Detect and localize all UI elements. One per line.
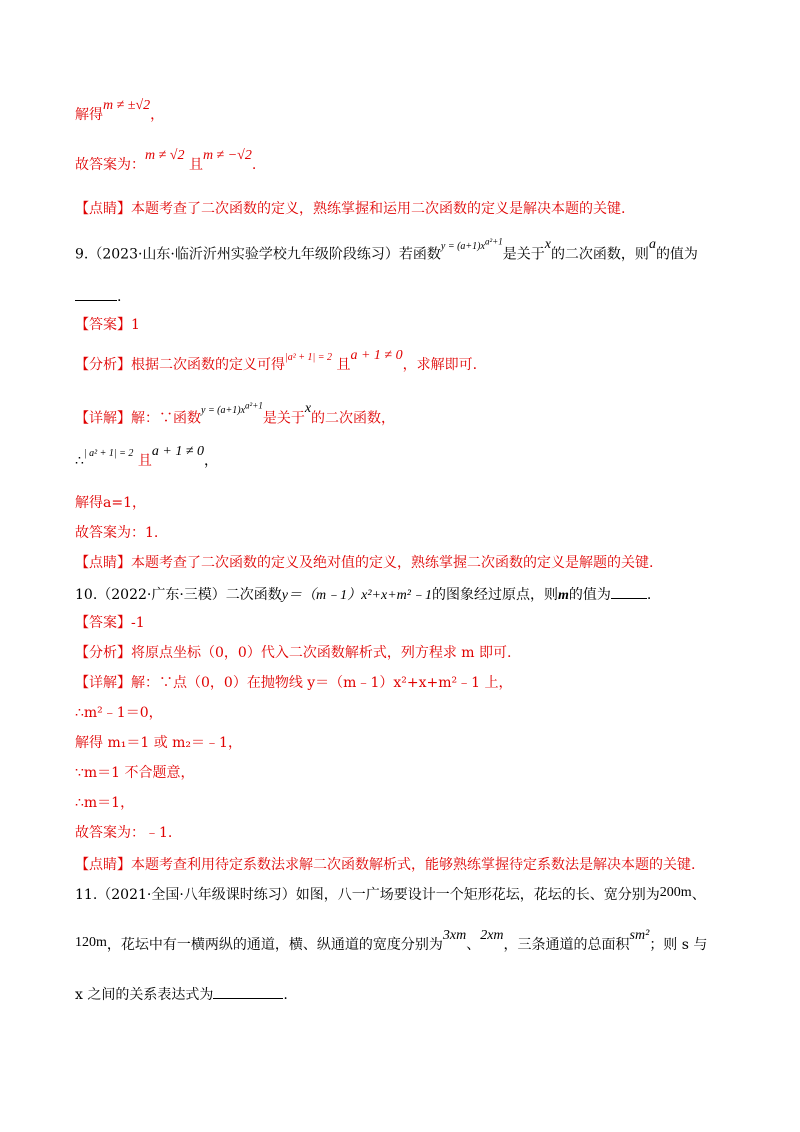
text-segment: ， [204, 453, 219, 469]
text-segment: 的值为 [568, 587, 611, 603]
math-expression: 120m [75, 935, 107, 950]
question-9-blank-line [75, 286, 121, 306]
answer-blank[interactable] [611, 584, 647, 599]
math-variable: a [648, 237, 656, 253]
analysis-10: 【分析】将原点坐标（0，0）代入二次函数解析式，列方程求 m 即可. [75, 645, 512, 661]
math-expression: 2xm [480, 928, 504, 943]
solution-10-step-3: ∵m＝1 不合题意， [75, 765, 195, 781]
solution-9-step-1 [75, 444, 219, 472]
solution-10-step-4: ∴m＝1， [75, 795, 135, 811]
text-segment: 且 [137, 453, 152, 469]
answer-9: 【答案】1 [75, 317, 140, 333]
text-segment: ，三条通道的总面积 [503, 937, 630, 953]
math-expression: y = (a+1)xa²+1 [440, 237, 503, 253]
comment-10: 【点睛】本题考查利用待定系数法求解二次函数解析式，能够熟练掌握待定系数法是解决本题的关键. [75, 857, 696, 873]
text-segment: . [646, 587, 652, 603]
math-expression: m ≠ ±√2 [103, 98, 151, 113]
math-expression: m ≠ √2 [145, 148, 185, 163]
analysis-9 [75, 348, 478, 376]
math-variable: m [557, 588, 569, 603]
text-segment: 且 [188, 157, 203, 173]
solution-line-1 [75, 98, 165, 125]
math-expression: 200m [659, 885, 692, 900]
math-expression: y = (a+1)xa²+1 [201, 401, 263, 417]
text-segment: 的二次函数， [311, 410, 396, 427]
solution-9-step-3: 故答案为：1. [75, 525, 159, 541]
text-segment: 的二次函数，则 [550, 246, 649, 263]
text-segment: ， [150, 107, 165, 123]
math-expression: a + 1 ≠ 0 [151, 444, 205, 459]
text-segment: 故答案为： [75, 157, 145, 173]
comment-9: 【点睛】本题考查了二次函数的定义及绝对值的定义，熟练掌握二次函数的定义是解题的关键. [75, 555, 654, 571]
solution-10-step-2: 解得 m₁＝1 或 m₂＝﹣1， [75, 735, 242, 751]
math-expression: |a² + 1| = 2 [285, 352, 332, 363]
text-segment: . [117, 289, 122, 305]
text-segment: 10.（2022·广东·三模）二次函数 [75, 587, 282, 603]
text-segment: 【分析】根据二次函数的定义可得 [75, 357, 285, 373]
math-variable: x [304, 401, 312, 417]
math-expression: m ≠ −√2 [202, 148, 252, 163]
text-segment: ，求解即可. [402, 357, 478, 373]
question-10 [75, 584, 651, 605]
answer-line [75, 148, 257, 175]
text-segment: 的图象经过原点，则 [431, 587, 558, 603]
solution-10-step-5: 故答案为：﹣1. [75, 825, 173, 841]
math-expression: | a² + 1| = 2 [83, 448, 134, 459]
text-segment: ∴ [75, 453, 84, 469]
math-expression: a + 1 ≠ 0 [350, 348, 403, 363]
answer-10: 【答案】-1 [75, 615, 145, 631]
math-variable: x [544, 237, 551, 253]
text-segment: 9.（2023·山东·临沂沂州实验学校九年级阶段练习）若函数 [75, 246, 441, 263]
text-segment: ；则 s 与 [649, 937, 708, 953]
text-segment: x 之间的关系表达式为 [75, 987, 214, 1003]
question-11 [75, 886, 706, 905]
question-11-line-2 [75, 928, 708, 955]
text-segment: 的值为 [655, 246, 698, 263]
answer-blank[interactable] [75, 286, 117, 301]
text-segment: 、 [691, 887, 706, 903]
text-segment: ，花坛中有一横两纵的通道，横、纵通道的宽度分别为 [106, 937, 443, 953]
text-segment: 、 [466, 937, 481, 953]
text-segment: 解得 [75, 107, 103, 123]
text-segment: 且 [336, 357, 351, 373]
text-segment: . [251, 157, 257, 173]
question-11-line-3 [75, 984, 288, 1004]
text-segment: 是关于 [262, 410, 305, 427]
question-9 [75, 237, 698, 265]
solution-10-step-1: ∴m²﹣1＝0， [75, 705, 163, 721]
text-segment: 【详解】解：∵函数 [75, 410, 201, 427]
comment-line: 【点睛】本题考查了二次函数的定义，熟练掌握和运用二次函数的定义是解决本题的关键. [75, 201, 626, 217]
math-expression: 3xm [442, 928, 467, 943]
solution-9-step-2: 解得a=1， [75, 495, 146, 511]
math-expression: y＝（m﹣1）x²+x+m²﹣1 [281, 588, 432, 603]
text-segment: 是关于 [502, 246, 545, 263]
math-expression: sm² [629, 928, 650, 943]
detail-10: 【详解】解：∵点（0，0）在抛物线 y＝（m﹣1）x²+x+m²﹣1 上， [75, 675, 513, 691]
answer-blank[interactable] [213, 984, 283, 999]
text-segment: . [283, 987, 288, 1003]
text-segment: 11.（2021·全国·八年级课时练习）如图，八一广场要设计一个矩形花坛，花坛的长、宽分别为 [75, 887, 660, 903]
detail-9 [75, 401, 396, 429]
